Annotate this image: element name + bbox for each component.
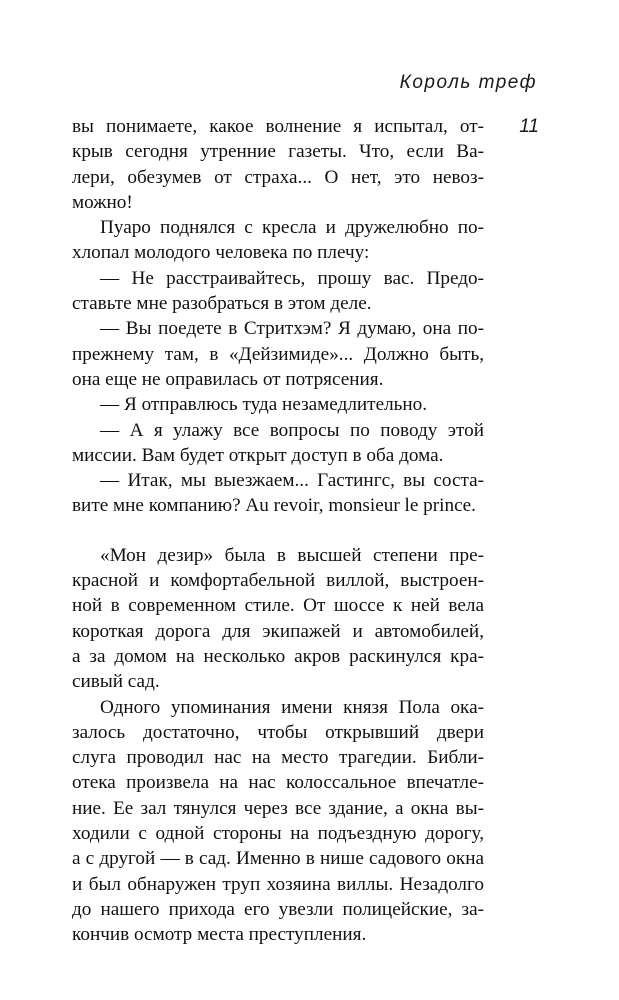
text-line: ставьте мне разобраться в этом деле. <box>72 293 372 315</box>
text-line: можно! <box>72 191 133 213</box>
text-line: «Мон дезир» была в высшей степени пре- <box>100 544 484 566</box>
text-line: лери, обезумев от страха... О нет, это невоз- <box>72 166 484 188</box>
text-line: короткая дорога для экипажей и автомобилей, <box>72 620 484 642</box>
body-text <box>72 114 484 948</box>
text-line: и был обнаружен труп хозяина виллы. Незадолго <box>72 873 484 895</box>
text-line: отека произвела на нас колоссальное впечатле- <box>72 772 484 794</box>
text-line: прежнему там, в «Дейзимиде»... Должно быть, <box>72 343 484 365</box>
text-line: — А я улажу все вопросы по поводу этой <box>100 419 484 441</box>
text-line: миссии. Вам будет открыт доступ в оба дома. <box>72 444 444 466</box>
text-line: залось достаточно, чтобы открывший двери <box>72 721 484 743</box>
text-line: а с другой — в сад. Именно в нише садового окна <box>72 848 484 870</box>
section-break <box>72 519 484 543</box>
text-line: — Не расстраивайтесь, прошу вас. Предо- <box>100 267 484 289</box>
page-number: 11 <box>519 116 539 137</box>
text-line: она еще не оправилась от потрясения. <box>72 368 384 390</box>
text-line: а за домом на несколько акров раскинулся кра- <box>72 645 484 667</box>
text-line: кончив осмотр места преступления. <box>72 924 367 946</box>
text-line: ной в современном стиле. От шоссе к ней вела <box>72 595 484 617</box>
text-line: Одного упоминания имени князя Пола ока- <box>100 696 484 718</box>
text-line: ние. Ее зал тянулся через все здание, а окна вы- <box>72 797 484 819</box>
running-head-title: Король треф <box>399 72 537 93</box>
text-line: — Вы поедете в Стритхэм? Я думаю, она по- <box>100 318 484 340</box>
text-line: слуга проводил нас на место трагедии. Библи- <box>72 747 484 769</box>
text-line: вите мне компанию? Au revoir, monsieur le prince. <box>72 495 476 517</box>
text-line: вы понимаете, какое волнение я испытал, от- <box>72 116 484 137</box>
text-line: — Я отправлюсь туда незамедлительно. <box>100 394 428 416</box>
text-line: — Итак, мы выезжаем... Гастингс, вы соста- <box>100 470 484 492</box>
text-line: до нашего прихода его увезли полицейские, за- <box>72 898 484 920</box>
text-line: хлопал молодого человека по плечу: <box>72 242 370 264</box>
text-line: Пуаро поднялся с кресла и дружелюбно по- <box>100 217 484 239</box>
text-line: крыв сегодня утренние газеты. Что, если Ва- <box>72 141 484 163</box>
text-line: сивый сад. <box>72 671 160 693</box>
text-line: красной и комфортабельной виллой, выстроен- <box>72 570 484 592</box>
text-line: ходили с одной стороны на подъездную дорогу, <box>72 823 484 845</box>
